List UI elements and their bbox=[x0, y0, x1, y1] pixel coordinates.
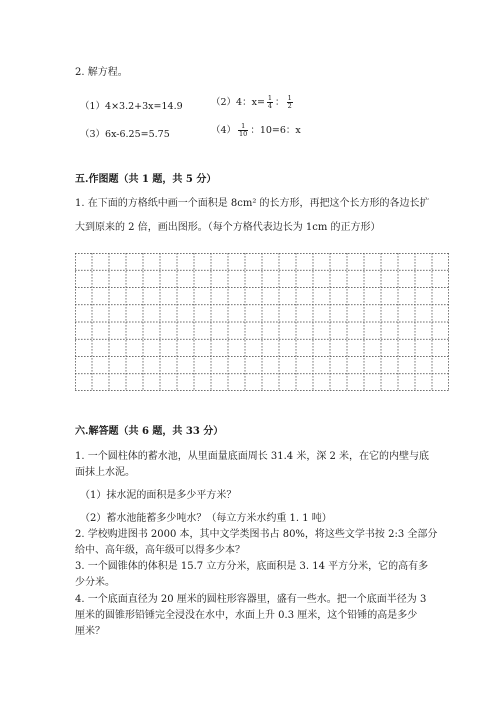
section-6-question-4-line-3: 厘米？ bbox=[75, 626, 105, 637]
equation-2-colon: ： bbox=[275, 97, 285, 108]
equation-4-suffix: ：10=6：x bbox=[250, 125, 301, 136]
equation-1: （1）4×3.2+3x=14.9 bbox=[80, 101, 183, 112]
section-5-question-1-line-2: 大到原来的 2 倍，画出图形。（每个方格代表边长为 1cm 的正方形） bbox=[75, 222, 381, 233]
section-6-question-2-line-2: 给中、高年级，高年级可以得多少本？ bbox=[75, 545, 245, 556]
square-grid-paper bbox=[75, 253, 449, 391]
section-5-title: 五.作图题（共 1 题，共 5 分） bbox=[75, 174, 217, 185]
section-6-question-1-line-2: 面抹上水泥。 bbox=[75, 467, 135, 478]
section-6-question-1-sub-2: （2）蓄水池能蓄多少吨水？（每立方米水约重 1. 1 吨） bbox=[80, 513, 332, 524]
fraction-one-tenth: $\frac{1}{10}$ bbox=[239, 122, 248, 138]
section-5-question-1-line-1: 1. 在下面的方格纸中画一个面积是 8cm² 的长方形，再把这个长方形的各边长扩 bbox=[75, 198, 430, 209]
fraction-one-half: $\frac{1}{2}$ bbox=[287, 94, 292, 110]
equation-2-prefix: （2）4：x= bbox=[211, 97, 265, 108]
section-6-question-2-line-1: 2. 学校购进图书 2000 本，其中文学类图书占 80%，将这些文学书按 2:3 全部分 bbox=[75, 529, 438, 540]
section-2-title: 2. 解方程。 bbox=[75, 67, 128, 78]
equation-2 bbox=[211, 95, 295, 111]
section-6-question-4-line-2: 厘米的圆锥形铅锤完全浸没在水中，水面上升 0.3 厘米，这个铅锤的高是多少 bbox=[75, 610, 418, 621]
equation-4-prefix: （4） bbox=[211, 125, 237, 136]
section-6-question-4-line-1: 4. 一个底面直径为 20 厘米的圆柱形容器里，盛有一些水。把一个底面半径为 3 bbox=[75, 594, 427, 605]
equation-3: （3）6x-6.25=5.75 bbox=[80, 129, 170, 140]
section-6-question-1-line-1: 1. 一个圆柱体的蓄水池，从里面量底面周长 31.4 米，深 2 米，在它的内壁与底 bbox=[75, 451, 430, 462]
section-6-question-3-line-2: 少分米。 bbox=[75, 577, 115, 588]
equation-4 bbox=[211, 123, 301, 139]
fraction-one-quarter: $\frac{1}{4}$ bbox=[267, 94, 273, 110]
section-6-question-1-sub-1: （1）抹水泥的面积是多少平方米？ bbox=[80, 490, 237, 501]
section-6-title: 六.解答题（共 6 题，共 33 分） bbox=[75, 426, 224, 437]
section-6-question-3-line-1: 3. 一个圆锥体的体积是 15.7 立方分米，底面积是 3. 14 平方分米，它的高有多 bbox=[75, 561, 429, 572]
